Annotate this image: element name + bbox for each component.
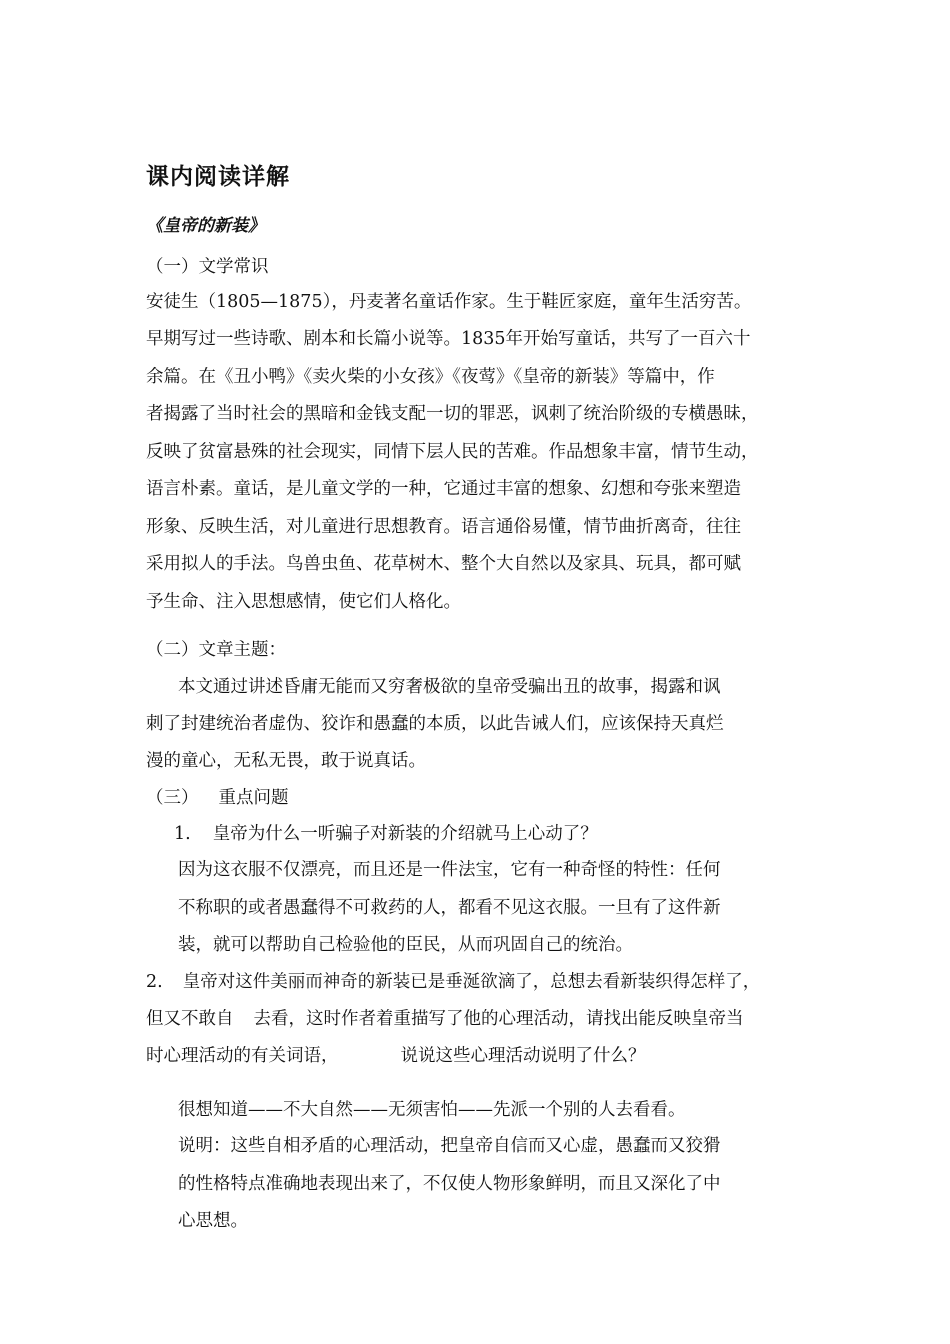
question-number: 1. xyxy=(174,824,191,844)
answer-line: 很想知道——不大自然——无须害怕——先派一个别的人去看看。 xyxy=(178,1100,686,1120)
paragraph-line: 早期写过一些诗歌、剧本和长篇小说等。1835年开始写童话，共写了一百六十 xyxy=(146,329,751,349)
paragraph-line: 余篇。在《丑小鸭》《卖火柴的小女孩》《夜莺》《皇帝的新装》等篇中，作 xyxy=(146,367,715,387)
paragraph-line: 安徒生（1805—1875），丹麦著名童话作家。生于鞋匠家庭，童年生活穷苦。 xyxy=(146,292,752,312)
page-title: 课内阅读详解 xyxy=(146,163,290,190)
paragraph-line: 语言朴素。童话，是儿童文学的一种，它通过丰富的想象、幻想和夸张来塑造 xyxy=(146,479,741,499)
answer-line: 不称职的或者愚蠢得不可救药的人，都看不见这衣服。一旦有了这件新 xyxy=(178,898,721,918)
paragraph-line: 者揭露了当时社会的黑暗和金钱支配一切的罪恶，讽刺了统治阶级的专横愚昧， xyxy=(146,404,759,424)
question-text-part: 去看，这时作者着重描写了他的心理活动，请找出能反映皇帝当 xyxy=(253,1009,744,1029)
question-text-part: 说说这些心理活动说明了什么？ xyxy=(400,1046,646,1066)
question-text: 皇帝为什么一听骗子对新装的介绍就马上心动了？ xyxy=(212,824,598,844)
answer-line: 因为这衣服不仅漂亮，而且还是一件法宝，它有一种奇怪的特性：任何 xyxy=(178,860,721,880)
question-line xyxy=(146,1007,744,1031)
question-2 xyxy=(146,970,760,994)
section-heading-text: 重点问题 xyxy=(218,788,289,808)
section-heading-literary-knowledge: （一）文学常识 xyxy=(146,257,269,277)
question-1 xyxy=(174,822,598,846)
question-number: 2. xyxy=(146,972,163,992)
article-subtitle: 《皇帝的新装》 xyxy=(146,216,265,236)
paragraph-line: 予生命、注入思想感情，使它们人格化。 xyxy=(146,592,461,612)
question-text: 皇帝对这件美丽而神奇的新装已是垂涎欲滴了，总想去看新装织得怎样了， xyxy=(182,972,761,992)
paragraph-line: 漫的童心，无私无畏，敢于说真话。 xyxy=(146,751,426,771)
paragraph-line: 本文通过讲述昏庸无能而又穷奢极欲的皇帝受骗出丑的故事，揭露和讽 xyxy=(178,677,721,697)
section-heading-key-questions xyxy=(146,786,289,810)
question-line xyxy=(146,1044,646,1068)
question-text-part: 时心理活动的有关词语， xyxy=(146,1046,339,1066)
answer-line: 心思想。 xyxy=(178,1211,248,1231)
answer-line: 说明：这些自相矛盾的心理活动，把皇帝自信而又心虚，愚蠢而又狡猾 xyxy=(178,1136,721,1156)
paragraph-line: 采用拟人的手法。鸟兽虫鱼、花草树木、整个大自然以及家具、玩具，都可赋 xyxy=(146,554,741,574)
answer-line: 装，就可以帮助自己检验他的臣民，从而巩固自己的统治。 xyxy=(178,935,633,955)
paragraph-line: 形象、反映生活，对儿童进行思想教育。语言通俗易懂，情节曲折离奇，往往 xyxy=(146,517,741,537)
question-text-part: 但又不敢自 xyxy=(146,1009,234,1029)
answer-line: 的性格特点准确地表现出来了，不仅使人物形象鲜明，而且又深化了中 xyxy=(178,1174,721,1194)
section-number: （三） xyxy=(146,788,199,808)
paragraph-line: 刺了封建统治者虚伪、狡诈和愚蠢的本质，以此告诫人们，应该保持天真烂 xyxy=(146,714,724,734)
paragraph-line: 反映了贫富悬殊的社会现实，同情下层人民的苦难。作品想象丰富，情节生动， xyxy=(146,442,759,462)
section-heading-theme: （二）文章主题： xyxy=(146,640,286,660)
